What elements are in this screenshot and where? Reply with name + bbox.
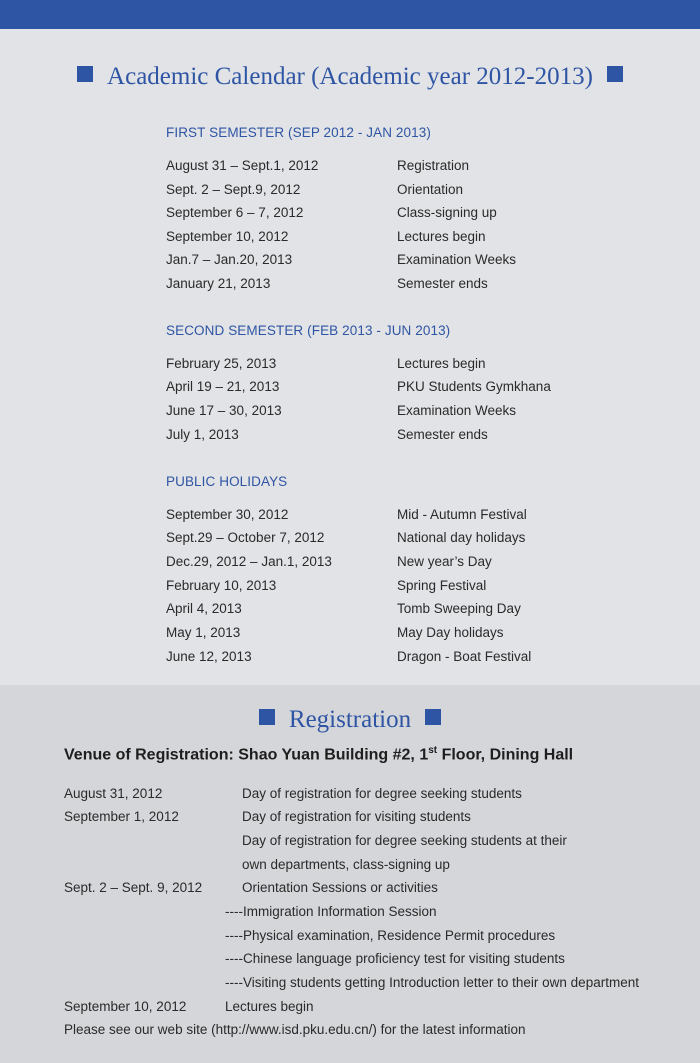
venue-of-registration — [64, 745, 573, 764]
top-banner-bar — [0, 0, 700, 29]
calendar-heading — [0, 62, 700, 91]
calendar-title: Academic Calendar (Academic year 2012-2013) — [107, 63, 593, 91]
calendar-date: February 10, 2013 — [166, 578, 277, 593]
registration-date: Sept. 2 – Sept. 9, 2012 — [64, 880, 203, 895]
square-bullet-icon — [607, 66, 623, 82]
venue-superscript: st — [428, 745, 438, 756]
calendar-event: Examination Weeks — [397, 403, 517, 418]
calendar-date: September 30, 2012 — [166, 507, 289, 522]
calendar-date: September 10, 2012 — [166, 229, 289, 244]
calendar-date: April 4, 2013 — [166, 601, 242, 616]
first-semester-title: FIRST SEMESTER (SEP 2012 - JAN 2013) — [166, 125, 431, 140]
registration-text: Lectures begin — [225, 999, 314, 1014]
orientation-sub-item: ----Visiting students getting Introduction letter to their own department — [225, 975, 639, 990]
calendar-event: Orientation — [397, 182, 464, 197]
registration-text: Day of registration for degree seeking students — [242, 786, 522, 801]
calendar-event: Registration — [397, 158, 470, 173]
registration-text: Orientation Sessions or activities — [242, 880, 438, 895]
calendar-event: Class-signing up — [397, 205, 497, 220]
website-note: Please see our web site (http://www.isd.pku.edu.cn/) for the latest information — [64, 1022, 526, 1037]
second-semester-title: SECOND SEMESTER (FEB 2013 - JUN 2013) — [166, 323, 451, 338]
square-bullet-icon — [259, 709, 275, 725]
venue-text: Venue of Registration: Shao Yuan Building #2, 1 — [64, 746, 429, 764]
calendar-date: Sept.29 – October 7, 2012 — [166, 530, 325, 545]
orientation-sub-item: ----Physical examination, Residence Permit procedures — [225, 928, 556, 943]
calendar-event: New year’s Day — [397, 554, 492, 569]
public-holidays-title: PUBLIC HOLIDAYS — [166, 474, 288, 489]
registration-date: September 10, 2012 — [64, 999, 187, 1014]
registration-text: Day of registration for degree seeking students at their — [242, 833, 567, 848]
registration-date: August 31, 2012 — [64, 786, 163, 801]
registration-heading — [0, 705, 700, 734]
calendar-date: April 19 – 21, 2013 — [166, 379, 280, 394]
calendar-date: August 31 – Sept.1, 2012 — [166, 158, 319, 173]
registration-title: Registration — [288, 706, 412, 734]
calendar-event: Lectures begin — [397, 356, 486, 371]
calendar-date: June 12, 2013 — [166, 649, 252, 664]
registration-date: September 1, 2012 — [64, 809, 179, 824]
calendar-event: National day holidays — [397, 530, 526, 545]
calendar-date: September 6 – 7, 2012 — [166, 205, 304, 220]
calendar-event: Examination Weeks — [397, 252, 517, 267]
registration-text: own departments, class-signing up — [242, 857, 450, 872]
calendar-date: June 17 – 30, 2013 — [166, 403, 282, 418]
calendar-date: Dec.29, 2012 – Jan.1, 2013 — [166, 554, 332, 569]
calendar-date: May 1, 2013 — [166, 625, 241, 640]
calendar-event: Dragon - Boat Festival — [397, 649, 532, 664]
calendar-date: July 1, 2013 — [166, 427, 239, 442]
calendar-date: February 25, 2013 — [166, 356, 277, 371]
calendar-event: Semester ends — [397, 276, 488, 291]
calendar-event: May Day holidays — [397, 625, 504, 640]
calendar-event: PKU Students Gymkhana — [397, 379, 551, 394]
registration-text: Day of registration for visiting students — [242, 809, 471, 824]
calendar-event: Semester ends — [397, 427, 488, 442]
calendar-date: January 21, 2013 — [166, 276, 271, 291]
calendar-date: Jan.7 – Jan.20, 2013 — [166, 252, 293, 267]
calendar-event: Tomb Sweeping Day — [397, 601, 521, 616]
calendar-event: Lectures begin — [397, 229, 486, 244]
square-bullet-icon — [77, 66, 93, 82]
calendar-date: Sept. 2 – Sept.9, 2012 — [166, 182, 301, 197]
venue-text-suffix: Floor, Dining Hall — [437, 746, 574, 764]
orientation-sub-item: ----Chinese language proficiency test for visiting students — [225, 951, 565, 966]
calendar-event: Mid - Autumn Festival — [397, 507, 527, 522]
calendar-event: Spring Festival — [397, 578, 487, 593]
square-bullet-icon — [425, 709, 441, 725]
orientation-sub-item: ----Immigration Information Session — [225, 904, 437, 919]
